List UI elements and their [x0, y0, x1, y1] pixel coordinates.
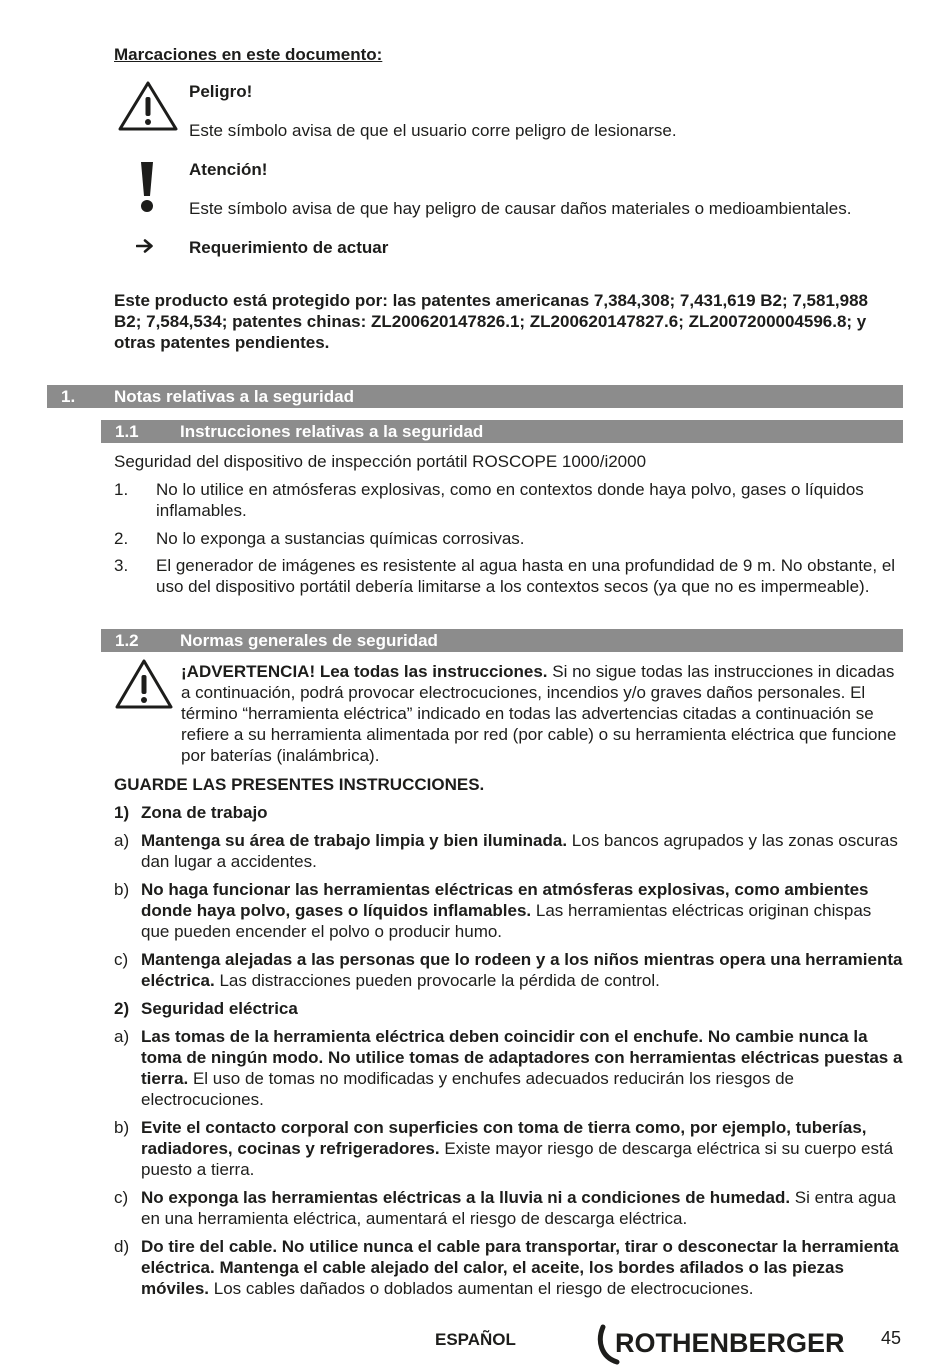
markings-heading: Marcaciones en este documento:: [114, 45, 383, 64]
attention-text: Este símbolo avisa de que hay peligro de causar daños materiales o medioambientales.: [189, 199, 852, 218]
patent-notice: Este producto está protegido por: las patentes americanas 7,384,308; 7,431,619 B2; 7,581,988 B2; 7,584,534; patentes chinas: ZL200620147826.1; ZL200620147827.6; ZL2007200004596.8; y otras patentes pendientes.: [114, 291, 869, 352]
svg-text:ROTHENBERGER: ROTHENBERGER: [615, 1328, 845, 1358]
keep-instructions: GUARDE LAS PRESENTES INSTRUCCIONES.: [114, 775, 485, 794]
action-title: Requerimiento de actuar: [189, 238, 389, 257]
warning-triangle-icon: [117, 80, 179, 132]
list-item: a) Mantenga su área de trabajo limpia y bien iluminada. Los bancos agrupados y las zonas oscuras dan lugar a accidentes.: [114, 831, 898, 871]
list-item: 3. El generador de imágenes es resistente al agua hasta en una profundidad de 9 m. No obstante, el uso del dispositivo portátil debería limitarse a los contextos secos (ya que no es impermeable).: [114, 556, 896, 596]
section-heading: [47, 385, 903, 408]
footer-language: ESPAÑOL: [435, 1330, 516, 1349]
page-number: 45: [881, 1328, 902, 1348]
list-item: 1. No lo utilice en atmósferas explosivas, como en contextos donde haya polvo, gases o líquidos inflamables.: [114, 480, 864, 520]
subsection-title: Instrucciones relativas a la seguridad: [180, 422, 484, 441]
subsection-number: 1.1: [115, 422, 139, 441]
warning-triangle-icon: [114, 658, 174, 710]
section-number: 1.: [61, 387, 76, 406]
exclamation-icon: [138, 160, 156, 214]
list-item: b) No haga funcionar las herramientas eléctricas en atmósferas explosivas, como ambientes donde haya polvo, gases o líquidos inflamables. Las herramientas eléctricas originan chispas que pueden encender el polvo o producir humo.: [114, 880, 872, 941]
list-item: d) Do tire del cable. No utilice nunca el cable para transportar, tirar o desconectar la herramienta eléctrica. Mantenga el cable alejado del calor, el aceite, los bordes afilados o las piezas móviles. Los cables dañados o doblados aumentan el riesgo de electrocuciones.: [114, 1237, 899, 1298]
group-heading-electrical-safety: 2) Seguridad eléctrica: [114, 999, 298, 1018]
list-item: 2. No lo exponga a sustancias químicas corrosivas.: [114, 529, 525, 548]
general-warning: ¡ADVERTENCIA! Lea todas las instrucciones. Si no sigue todas las instrucciones in dicadas a continuación, podrá provocar electrocuciones, incendios y/o graves daños personales. El término “herramienta eléctrica” indicado en todas las advertencias citadas a continuación se refiere a su herramienta alimentada por red (por cable) o su herramienta eléctrica que funcione por baterías (inalámbrica).: [181, 662, 897, 765]
list-item: b) Evite el contacto corporal con superficies con toma de tierra como, por ejemplo, tuberías, radiadores, cocinas y refrigeradores. Existe mayor riesgo de descarga eléctrica si su cuerpo está puesto a tierra.: [114, 1118, 894, 1179]
subsection-heading-1-2: [101, 629, 903, 652]
device-intro: Seguridad del dispositivo de inspección portátil ROSCOPE 1000/i2000: [114, 452, 647, 471]
subsection-number: 1.2: [115, 631, 139, 650]
section-title: Notas relativas a la seguridad: [114, 387, 354, 406]
list-item: c) Mantenga alejadas a las personas que lo rodeen y a los niños mientras opera una herramienta eléctrica. Las distracciones pueden provocarle la pérdida de control.: [114, 950, 903, 990]
arrow-right-icon: [136, 239, 154, 253]
subsection-heading-1-1: [101, 420, 903, 443]
list-item: c) No exponga las herramientas eléctricas a la lluvia ni a condiciones de humedad. Si entra agua en una herramienta eléctrica, aumentará el riesgo de descarga eléctrica.: [114, 1188, 896, 1228]
subsection-title: Normas generales de seguridad: [180, 631, 438, 650]
danger-title: Peligro!: [189, 82, 253, 101]
attention-title: Atención!: [189, 160, 268, 179]
group-heading-work-area: 1) Zona de trabajo: [114, 803, 268, 822]
danger-text: Este símbolo avisa de que el usuario corre peligro de lesionarse.: [189, 121, 677, 140]
rothenberger-logo: [595, 1323, 850, 1365]
list-item: a) Las tomas de la herramienta eléctrica deben coincidir con el enchufe. No cambie nunca la toma de ningún modo. No utilice tomas de adaptadores con herramientas eléctricas puestas a tierra. El uso de tomas no modificadas y enchufes adecuados reducirán los riesgos de electrocuciones.: [114, 1027, 903, 1109]
